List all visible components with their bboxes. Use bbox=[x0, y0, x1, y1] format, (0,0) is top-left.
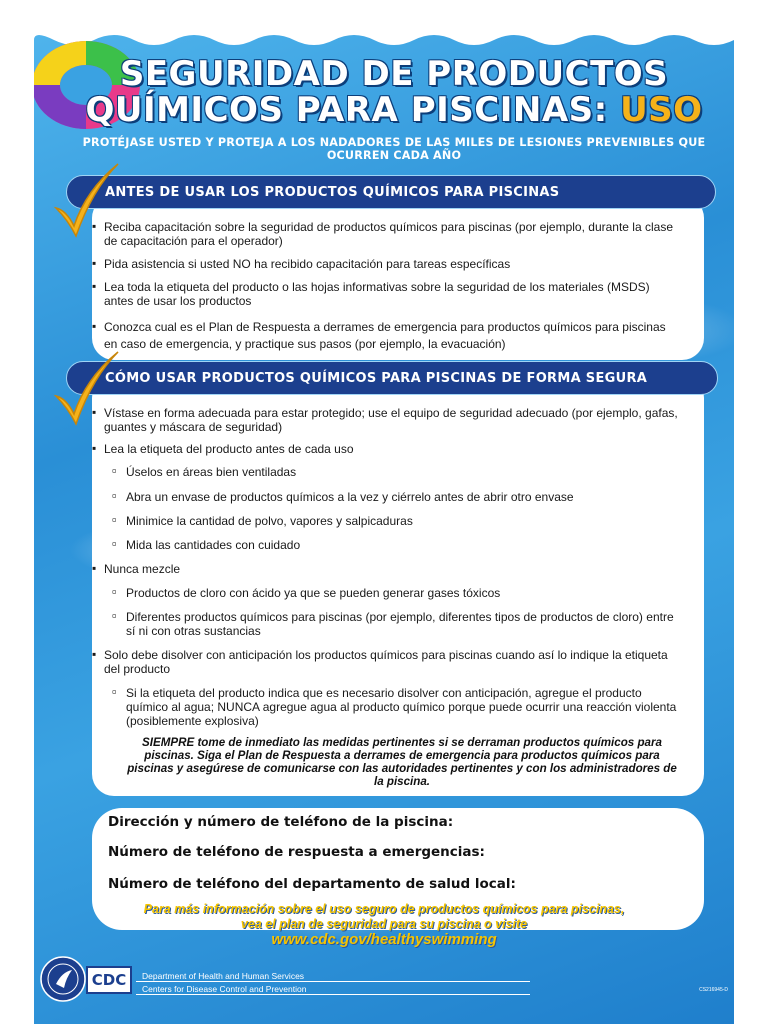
list-item: ▪ Nunca mezcle bbox=[92, 562, 682, 576]
list-item: ▪ Lea la etiqueta del producto antes de cada uso bbox=[92, 442, 682, 456]
cdc-logo: CDC bbox=[86, 966, 132, 994]
hhs-seal-icon bbox=[38, 954, 88, 1004]
list-item: ▪ Vístase en forma adecuada para estar protegido; use el equipo de seguridad adecuado (por ejemplo, gafas, guantes y máscara de seguridad) bbox=[92, 406, 682, 434]
checkmark-icon bbox=[52, 348, 122, 428]
section1-heading: ANTES DE USAR LOS PRODUCTOS QUÍMICOS PARA PISCINAS bbox=[66, 175, 716, 209]
list-item: ▫ Productos de cloro con ácido ya que se pueden generar gases tóxicos bbox=[92, 586, 682, 600]
list-item: ▪ Pida asistencia si usted NO ha recibido capacitación para tareas específicas bbox=[92, 257, 682, 271]
website-link[interactable]: www.cdc.gov/healthyswimming bbox=[271, 931, 497, 948]
pool-address-label: Dirección y número de teléfono de la piscina: bbox=[108, 814, 454, 830]
title-line-1: SEGURIDAD DE PRODUCTOS bbox=[119, 54, 669, 94]
section2-card bbox=[92, 376, 704, 796]
document-code: CS216945-D bbox=[699, 987, 728, 993]
emergency-phone-label: Número de teléfono de respuesta a emergencias: bbox=[108, 844, 485, 860]
list-item: ▫ Úselos en áreas bien ventiladas bbox=[92, 465, 682, 479]
list-item: ▪ Reciba capacitación sobre la seguridad de productos químicos para piscinas (por ejemplo, durante la clase de capacitación para el operador) bbox=[92, 220, 682, 248]
checkmark-icon bbox=[52, 160, 122, 240]
footer-dept: Department of Health and Human Services bbox=[136, 970, 530, 982]
list-item: ▪ Conozca cual es el Plan de Respuesta a derrames de emergencia para productos químicos para piscinas en caso de emergencia, y practique sus pasos (por ejemplo, la evacuación) bbox=[92, 319, 682, 353]
more-info: Para más información sobre el uso seguro de productos químicos para piscinas, vea el plan de seguridad para su piscina o visite www.cdc.gov/healthyswimming bbox=[54, 902, 714, 947]
subtitle: PROTÉJASE USTED Y PROTEJA A LOS NADADORES DE LAS MILES DE LESIONES PREVENIBLES QUE OCURREN CADA AÑO bbox=[82, 136, 706, 162]
warning-note: SIEMPRE tome de inmediato las medidas pertinentes si se derraman productos químicos para piscinas. Siga el Plan de Respuesta a derrames de emergencia para productos químicos para piscinas y asegúrese de comunicarse con las autoridades pertinentes y con los administradores de la piscina. bbox=[127, 736, 677, 788]
health-dept-phone-label: Número de teléfono del departamento de salud local: bbox=[108, 876, 516, 892]
title-highlight: USO bbox=[620, 90, 703, 130]
list-item: ▫ Diferentes productos químicos para piscinas (por ejemplo, diferentes tipos de productos de cloro) entre sí ni con otras sustancias bbox=[92, 610, 682, 638]
footer-center: Centers for Disease Control and Prevention bbox=[136, 983, 530, 995]
list-item: ▫ Si la etiqueta del producto indica que es necesario disolver con anticipación, agregue el producto químico al agua; NUNCA agregue agua al producto químico porque puede ocurrir una reacción violenta (posiblemente explosiva) bbox=[92, 686, 682, 728]
list-item: ▫ Abra un envase de productos químicos a la vez y ciérrelo antes de abrir otro envase bbox=[92, 490, 682, 504]
title-line-2: QUÍMICOS PARA PISCINAS: USO bbox=[85, 90, 703, 130]
page-title bbox=[64, 56, 724, 128]
list-item: ▪ Solo debe disolver con anticipación los productos químicos para piscinas cuando así lo indique la etiqueta del producto bbox=[92, 648, 682, 676]
list-item: ▪ Lea toda la etiqueta del producto o las hojas informativas sobre la seguridad de los materiales (MSDS) antes de usar los productos bbox=[92, 280, 682, 308]
poster bbox=[34, 30, 734, 1024]
list-item: ▫ Mida las cantidades con cuidado bbox=[92, 538, 682, 552]
section2-heading: CÓMO USAR PRODUCTOS QUÍMICOS PARA PISCINAS DE FORMA SEGURA bbox=[66, 361, 718, 395]
list-item: ▫ Minimice la cantidad de polvo, vapores y salpicaduras bbox=[92, 514, 682, 528]
section1-card bbox=[92, 196, 704, 360]
